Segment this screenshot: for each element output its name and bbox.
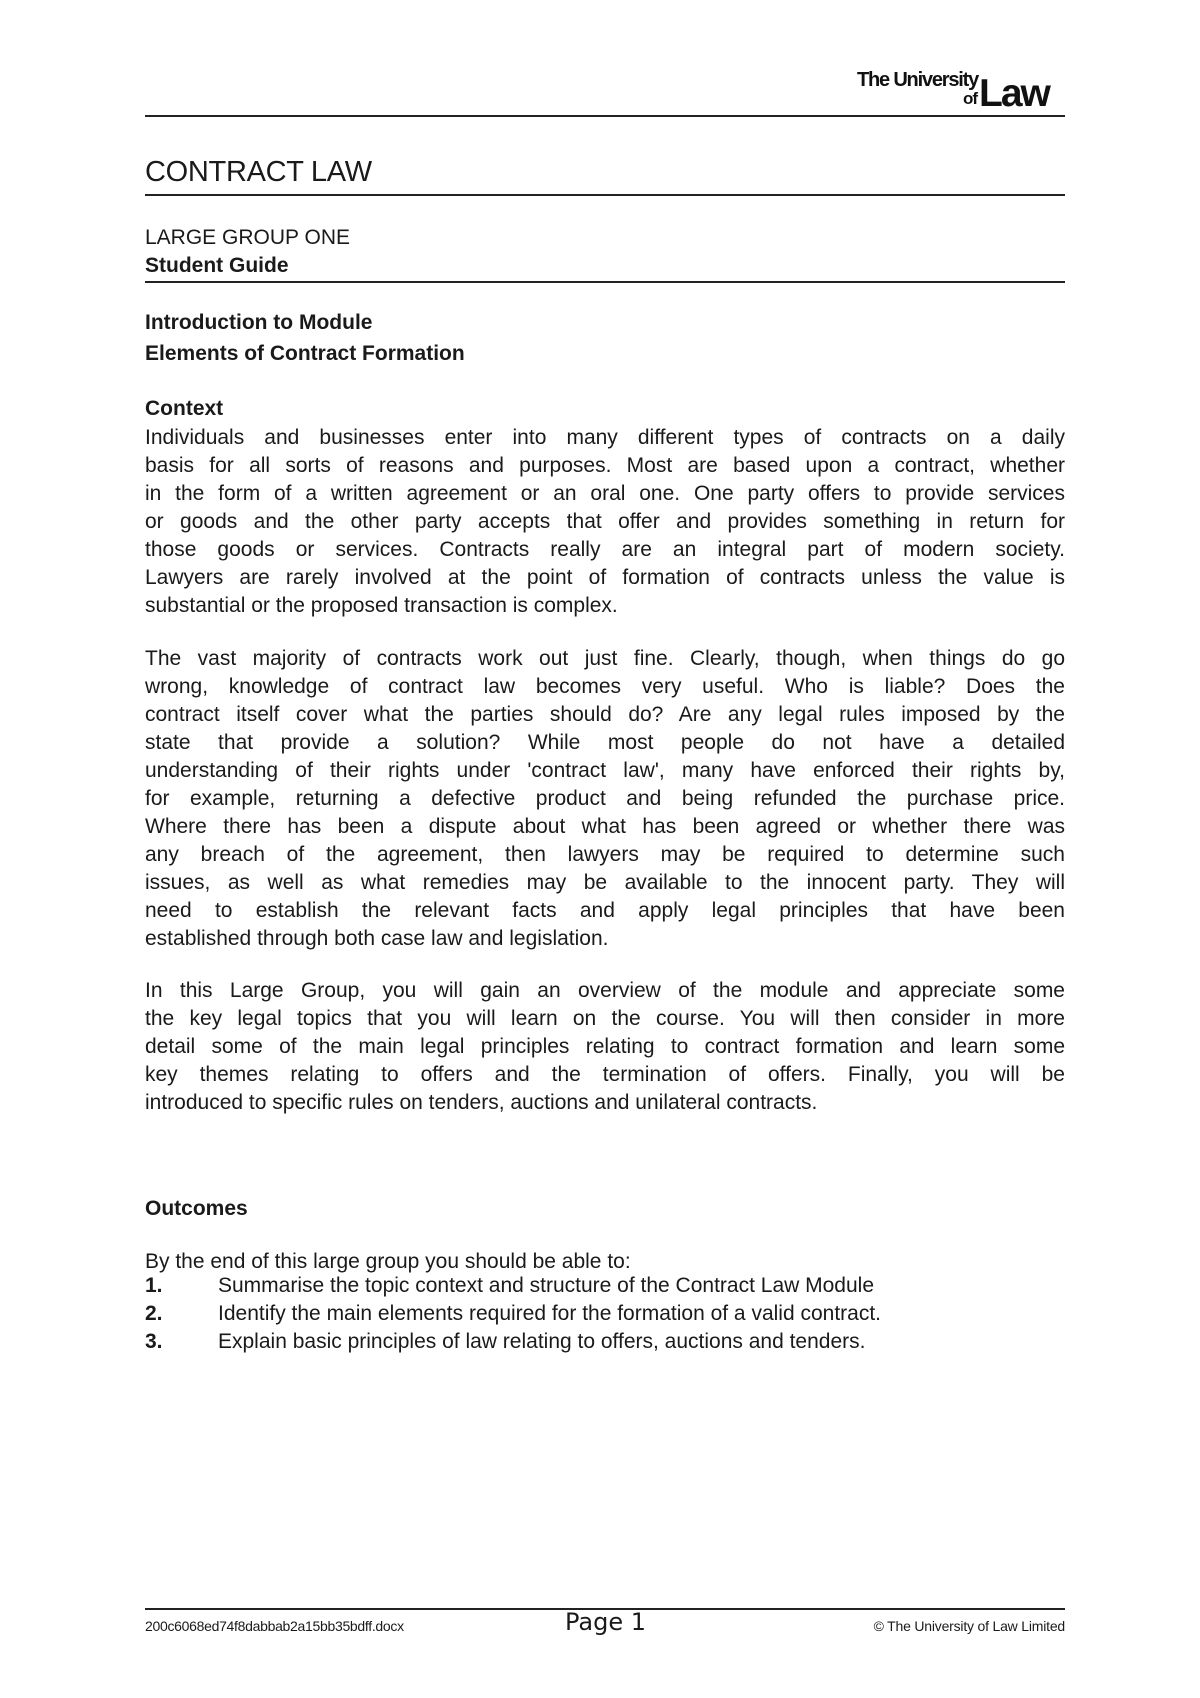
paragraph-line: detail some of the main legal principles relating to contract formation and learn some xyxy=(145,1035,1065,1058)
guide-label: Student Guide xyxy=(145,254,289,277)
paragraph-line: Lawyers are rarely involved at the point of formation of contracts unless the value is xyxy=(145,566,1065,589)
heading-elements: Elements of Contract Formation xyxy=(145,342,465,365)
paragraph-line: state that provide a solution? While most people do not have a detailed xyxy=(145,731,1065,754)
paragraph-line: contract itself cover what the parties should do? Are any legal rules imposed by the xyxy=(145,703,1065,726)
outcome-text: Explain basic principles of law relating to offers, auctions and tenders. xyxy=(218,1330,866,1353)
paragraph-line: In this Large Group, you will gain an overview of the module and appreciate some xyxy=(145,979,1065,1002)
paragraph-line: basis for all sorts of reasons and purposes. Most are based upon a contract, whether xyxy=(145,454,1065,477)
footer-filename: 200c6068ed74f8dabbab2a15bb35bdff.docx xyxy=(145,1618,404,1634)
outcome-item xyxy=(145,1272,881,1300)
header-divider xyxy=(145,115,1065,117)
context-paragraph-2 xyxy=(145,645,1065,953)
paragraph-line: substantial or the proposed transaction is complex. xyxy=(145,594,618,617)
paragraph-line: The vast majority of contracts work out just fine. Clearly, though, when things do go xyxy=(145,647,1065,670)
outcome-number: 3. xyxy=(145,1330,163,1353)
outcome-text: Identify the main elements required for the formation of a valid contract. xyxy=(218,1302,882,1325)
paragraph-line: issues, as well as what remedies may be available to the innocent party. They will xyxy=(145,871,1065,894)
paragraph-line: wrong, knowledge of contract law becomes very useful. Who is liable? Does the xyxy=(145,675,1065,698)
heading-outcomes: Outcomes xyxy=(145,1197,248,1220)
outcome-item xyxy=(145,1300,881,1328)
context-paragraph-3 xyxy=(145,977,1065,1117)
outcome-number: 2. xyxy=(145,1302,163,1325)
paragraph-line: need to establish the relevant facts and apply legal principles that have been xyxy=(145,899,1065,922)
logo-text-line1: The University xyxy=(857,69,979,91)
outcomes-intro: By the end of this large group you should be able to: xyxy=(145,1250,631,1273)
heading-context: Context xyxy=(145,397,224,420)
paragraph-line: for example, returning a defective product and being refunded the purchase price. xyxy=(145,787,1065,810)
paragraph-line: those goods or services. Contracts really are an integral part of modern society. xyxy=(145,538,1065,561)
paragraph-line: Where there has been a dispute about what has been agreed or whether there was xyxy=(145,815,1065,838)
outcome-text: Summarise the topic context and structure of the Contract Law Module xyxy=(218,1274,874,1297)
subtitle-divider xyxy=(145,281,1065,283)
paragraph-line: in the form of a written agreement or an oral one. One party offers to provide services xyxy=(145,482,1065,505)
footer-copyright: © The University of Law Limited xyxy=(873,1618,1065,1634)
paragraph-line: key themes relating to offers and the termination of offers. Finally, you will be xyxy=(145,1063,1065,1086)
paragraph-line: established through both case law and legislation. xyxy=(145,927,609,950)
title-divider xyxy=(145,194,1065,196)
outcomes-list xyxy=(145,1272,881,1356)
outcome-number: 1. xyxy=(145,1274,163,1297)
paragraph-line: any breach of the agreement, then lawyers may be required to determine such xyxy=(145,843,1065,866)
heading-introduction: Introduction to Module xyxy=(145,311,373,334)
logo-text-law: Law xyxy=(979,72,1049,115)
paragraph-line: or goods and the other party accepts that offer and provides something in return for xyxy=(145,510,1065,533)
paragraph-line: the key legal topics that you will learn on the course. You will then consider in more xyxy=(145,1007,1065,1030)
logo-text-of: of xyxy=(963,89,978,108)
document-title: CONTRACT LAW xyxy=(145,156,372,188)
context-paragraph-1 xyxy=(145,424,1065,620)
university-logo xyxy=(855,66,1065,115)
paragraph-line: understanding of their rights under 'contract law', many have enforced their rights by, xyxy=(145,759,1065,782)
footer-page-number: Page 1 xyxy=(565,1608,646,1636)
paragraph-line: introduced to specific rules on tenders, auctions and unilateral contracts. xyxy=(145,1091,818,1114)
paragraph-line: Individuals and businesses enter into many different types of contracts on a daily xyxy=(145,426,1065,449)
group-label: LARGE GROUP ONE xyxy=(145,226,350,249)
outcome-item xyxy=(145,1328,881,1356)
